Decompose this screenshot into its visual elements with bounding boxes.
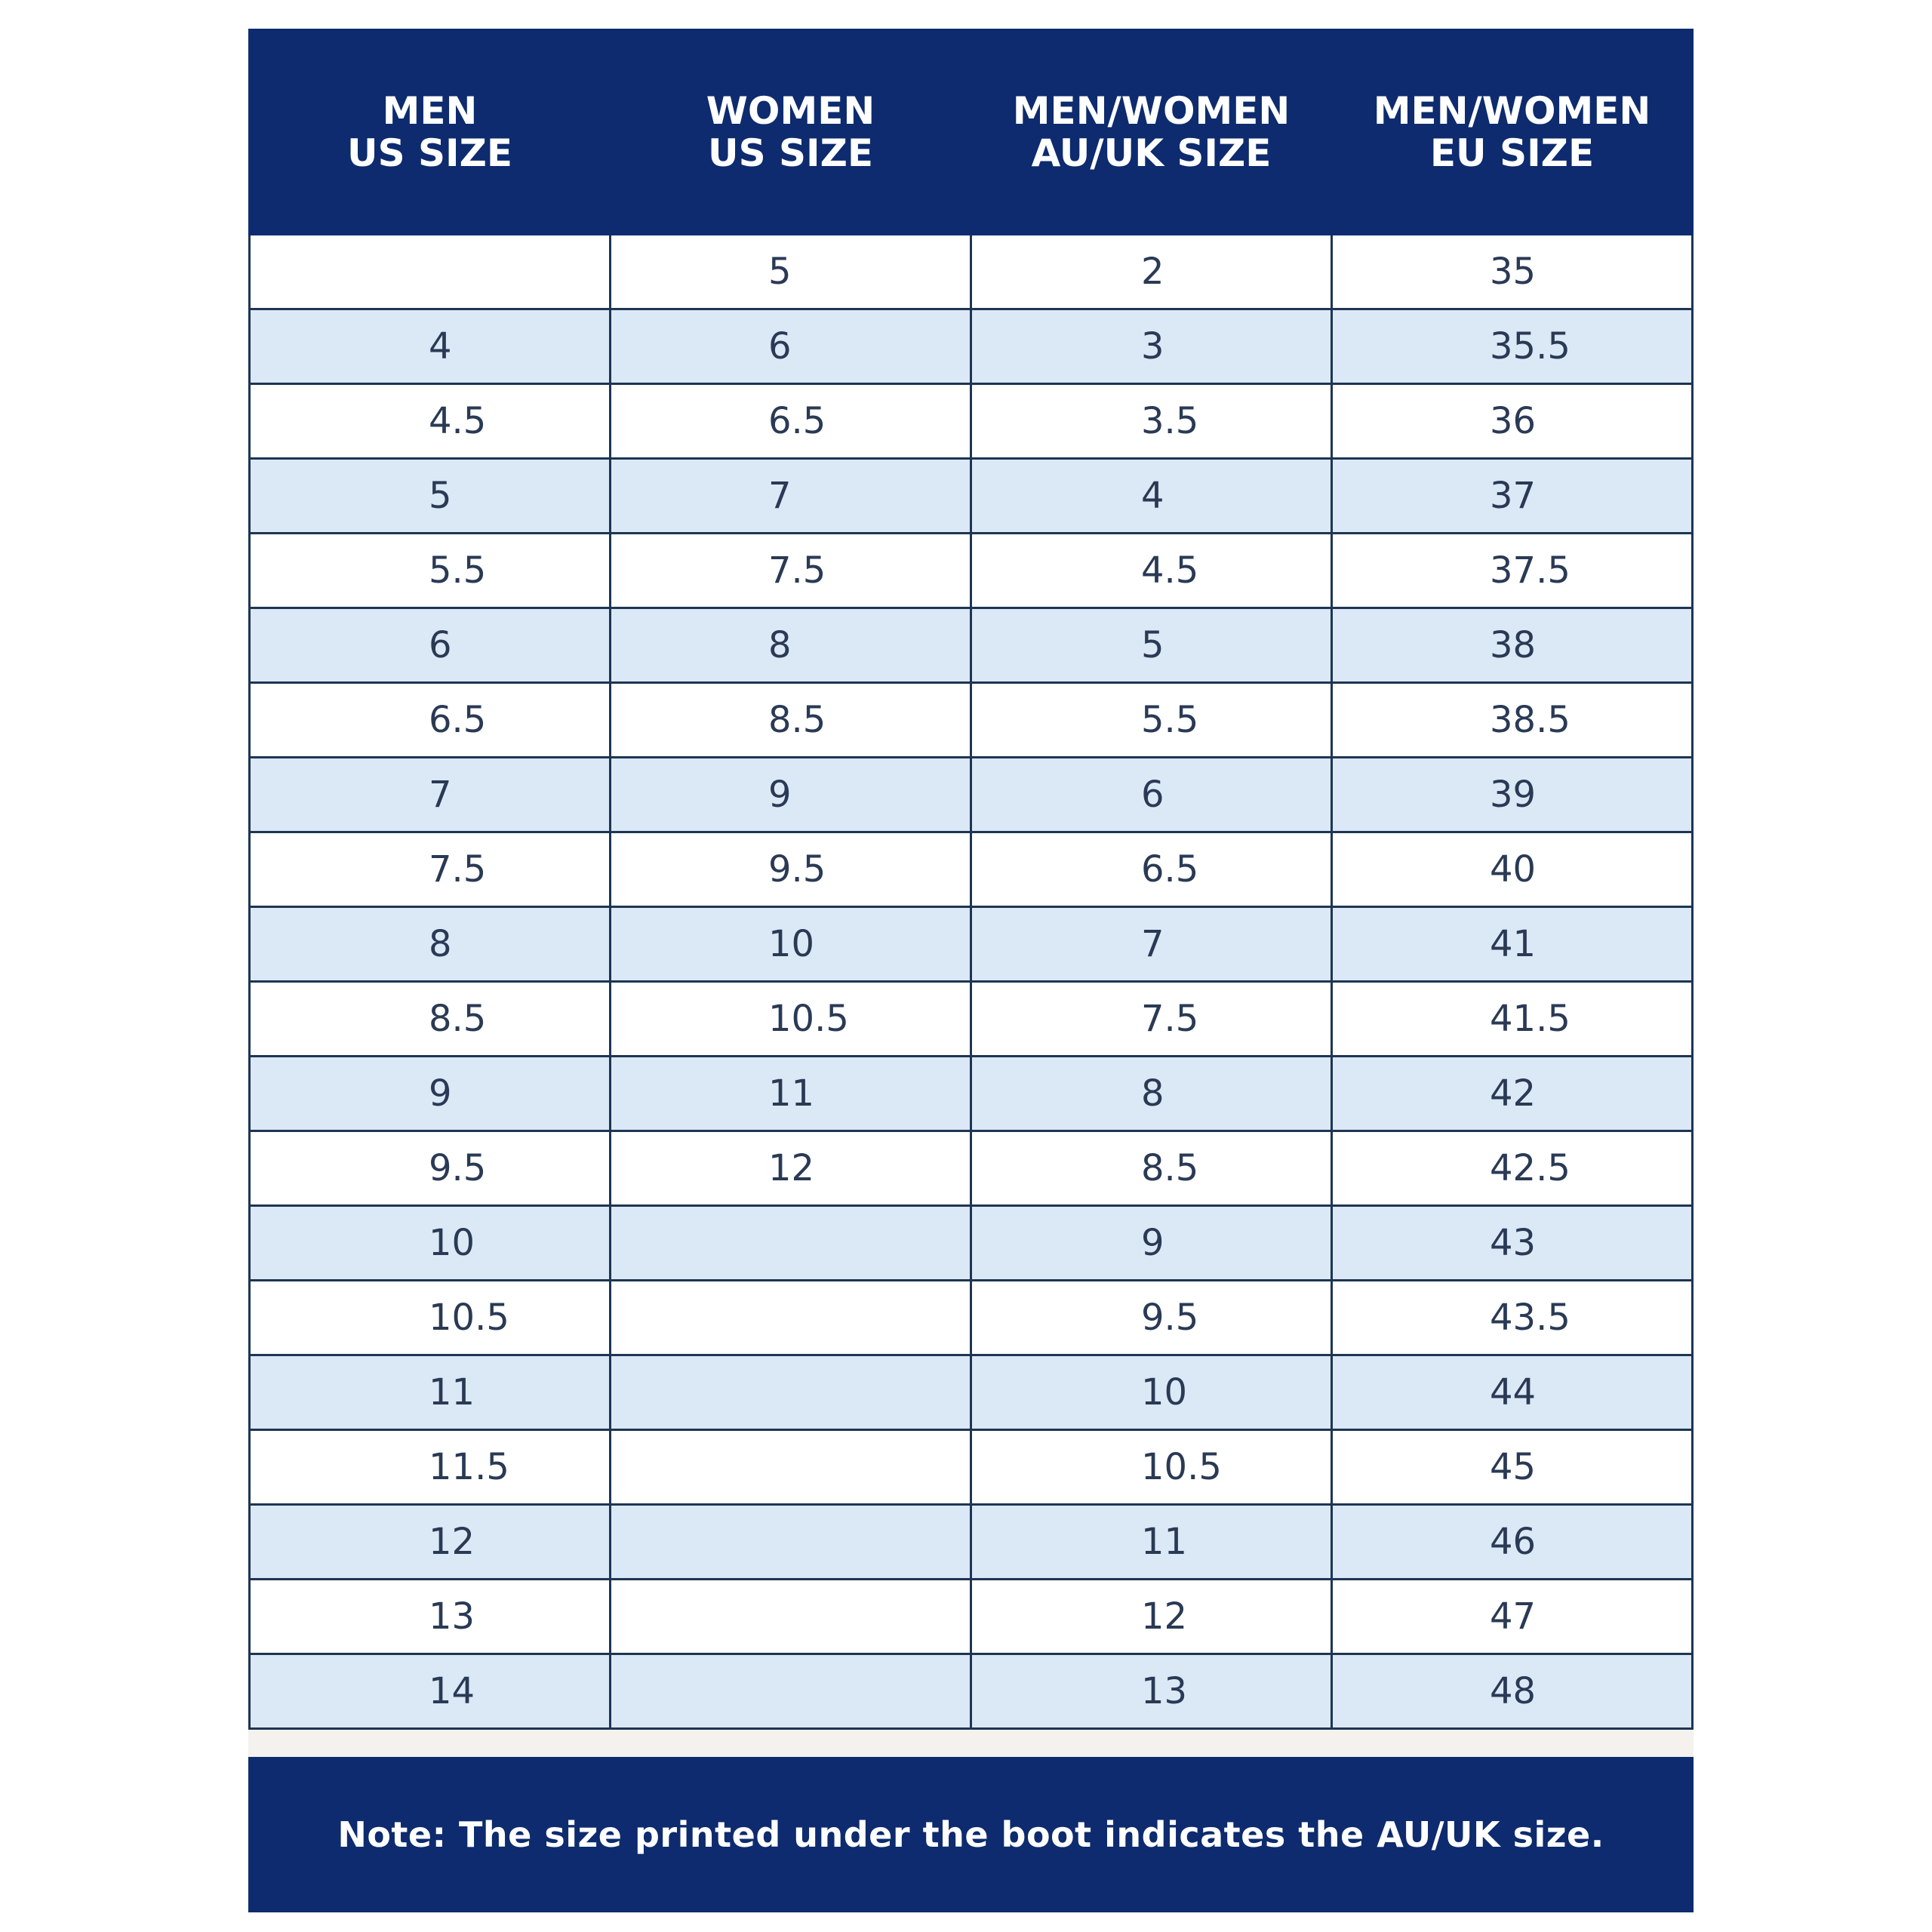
cell-au-uk: 3 — [971, 309, 1332, 384]
header-line: MEN/WOMEN — [1373, 89, 1651, 133]
cell-eu: 43 — [1332, 1206, 1693, 1281]
cell-au-uk: 5 — [971, 608, 1332, 683]
cell-women-us — [611, 1206, 971, 1281]
cell-eu: 47 — [1332, 1580, 1693, 1654]
cell-au-uk: 4 — [971, 459, 1332, 534]
cell-men-us: 7.5 — [250, 832, 611, 907]
cell-men-us: 14 — [250, 1654, 611, 1729]
cell-women-us — [611, 1580, 971, 1654]
cell-men-us: 12 — [250, 1505, 611, 1580]
table-row — [250, 1131, 1693, 1206]
cell-eu: 42.5 — [1332, 1131, 1693, 1206]
table-header — [250, 30, 1693, 235]
cell-men-us: 5.5 — [250, 534, 611, 608]
header-women-us-size — [611, 30, 971, 235]
cell-au-uk: 6.5 — [971, 832, 1332, 907]
table-row — [250, 1057, 1693, 1131]
cell-au-uk: 2 — [971, 235, 1332, 309]
cell-eu: 42 — [1332, 1057, 1693, 1131]
cell-eu: 40 — [1332, 832, 1693, 907]
cell-women-us — [611, 1281, 971, 1355]
cell-men-us: 6.5 — [250, 683, 611, 758]
table-row — [250, 235, 1693, 309]
header-line: US SIZE — [707, 131, 874, 175]
cell-women-us: 9.5 — [611, 832, 971, 907]
header-row — [250, 30, 1693, 235]
table-row — [250, 1654, 1693, 1729]
cell-women-us: 6 — [611, 309, 971, 384]
cell-women-us — [611, 1505, 971, 1580]
table-row — [250, 758, 1693, 832]
cell-eu: 46 — [1332, 1505, 1693, 1580]
cell-women-us: 12 — [611, 1131, 971, 1206]
cell-au-uk: 7 — [971, 907, 1332, 982]
cell-women-us: 7.5 — [611, 534, 971, 608]
cell-women-us — [611, 1355, 971, 1430]
header-line: US SIZE — [346, 131, 513, 175]
cell-women-us: 11 — [611, 1057, 971, 1131]
header-men-us-size — [250, 30, 611, 235]
cell-women-us — [611, 1654, 971, 1729]
cell-eu: 45 — [1332, 1430, 1693, 1505]
cell-men-us: 11 — [250, 1355, 611, 1430]
table-row — [250, 459, 1693, 534]
table-row — [250, 1355, 1693, 1430]
table-row — [250, 534, 1693, 608]
header-au-uk-size — [971, 30, 1332, 235]
cell-au-uk: 9 — [971, 1206, 1332, 1281]
header-eu-size — [1332, 30, 1693, 235]
cell-men-us: 9 — [250, 1057, 611, 1131]
cell-men-us: 13 — [250, 1580, 611, 1654]
table-body — [250, 235, 1693, 1729]
table-row — [250, 1281, 1693, 1355]
cell-men-us: 9.5 — [250, 1131, 611, 1206]
table-row — [250, 832, 1693, 907]
cell-eu: 38 — [1332, 608, 1693, 683]
header-line: MEN/WOMEN — [1012, 89, 1291, 133]
cell-men-us: 4 — [250, 309, 611, 384]
cell-au-uk: 8 — [971, 1057, 1332, 1131]
cell-au-uk: 7.5 — [971, 982, 1332, 1057]
table-row — [250, 608, 1693, 683]
cell-women-us: 9 — [611, 758, 971, 832]
cell-women-us: 5 — [611, 235, 971, 309]
header-line: EU SIZE — [1429, 131, 1595, 175]
cell-eu: 35.5 — [1332, 309, 1693, 384]
cell-eu: 48 — [1332, 1654, 1693, 1729]
cell-au-uk: 4.5 — [971, 534, 1332, 608]
cell-eu: 37 — [1332, 459, 1693, 534]
cell-eu: 35 — [1332, 235, 1693, 309]
table-row — [250, 1206, 1693, 1281]
cell-men-us: 11.5 — [250, 1430, 611, 1505]
cell-eu: 44 — [1332, 1355, 1693, 1430]
cell-eu: 36 — [1332, 384, 1693, 459]
cell-women-us: 8 — [611, 608, 971, 683]
cell-women-us: 10.5 — [611, 982, 971, 1057]
header-line: AU/UK SIZE — [1031, 131, 1272, 175]
table-row — [250, 1505, 1693, 1580]
cell-au-uk: 5.5 — [971, 683, 1332, 758]
table-row — [250, 384, 1693, 459]
cell-men-us: 4.5 — [250, 384, 611, 459]
table-row — [250, 309, 1693, 384]
cell-men-us: 5 — [250, 459, 611, 534]
table-row — [250, 982, 1693, 1057]
cell-women-us — [611, 1430, 971, 1505]
table-row — [250, 1430, 1693, 1505]
cell-men-us: 8 — [250, 907, 611, 982]
cell-eu: 38.5 — [1332, 683, 1693, 758]
cell-women-us: 10 — [611, 907, 971, 982]
cell-eu: 39 — [1332, 758, 1693, 832]
cell-au-uk: 10 — [971, 1355, 1332, 1430]
cell-men-us: 10.5 — [250, 1281, 611, 1355]
table-row — [250, 683, 1693, 758]
size-chart — [248, 29, 1694, 1912]
cell-au-uk: 9.5 — [971, 1281, 1332, 1355]
cell-au-uk: 10.5 — [971, 1430, 1332, 1505]
header-line: WOMEN — [706, 89, 875, 133]
cell-men-us: 10 — [250, 1206, 611, 1281]
table-row — [250, 1580, 1693, 1654]
cell-men-us: 8.5 — [250, 982, 611, 1057]
note-text: Note: The size printed under the boot indicates the AU/UK size. — [337, 1814, 1604, 1855]
cell-au-uk: 8.5 — [971, 1131, 1332, 1206]
cell-men-us — [250, 235, 611, 309]
cell-women-us: 7 — [611, 459, 971, 534]
cell-men-us: 6 — [250, 608, 611, 683]
cell-men-us: 7 — [250, 758, 611, 832]
table-row — [250, 907, 1693, 982]
cell-eu: 41 — [1332, 907, 1693, 982]
header-line: MEN — [382, 89, 478, 133]
cell-au-uk: 6 — [971, 758, 1332, 832]
cell-women-us: 6.5 — [611, 384, 971, 459]
cell-au-uk: 13 — [971, 1654, 1332, 1729]
note-banner — [248, 1757, 1694, 1912]
cell-eu: 41.5 — [1332, 982, 1693, 1057]
size-table — [248, 29, 1694, 1730]
cell-eu: 37.5 — [1332, 534, 1693, 608]
cell-au-uk: 12 — [971, 1580, 1332, 1654]
cell-women-us: 8.5 — [611, 683, 971, 758]
divider — [248, 1730, 1694, 1757]
cell-eu: 43.5 — [1332, 1281, 1693, 1355]
cell-au-uk: 3.5 — [971, 384, 1332, 459]
cell-au-uk: 11 — [971, 1505, 1332, 1580]
